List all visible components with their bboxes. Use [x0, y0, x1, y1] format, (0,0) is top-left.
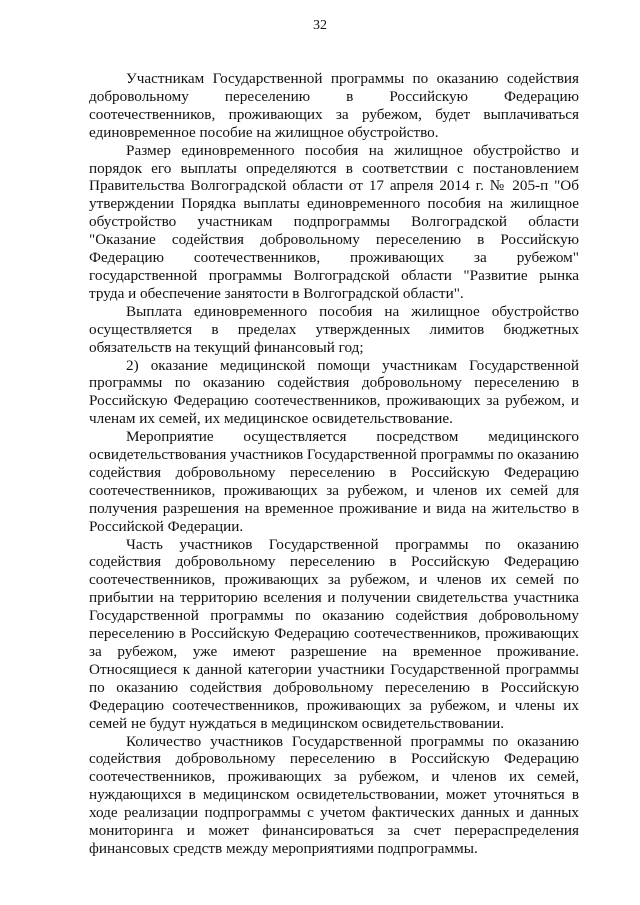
document-body: [89, 70, 579, 858]
paragraph-allowance-payment: Выплата единовременного пособия на жилищное обустройство осуществляется в пределах утвержденных лимитов бюджетных обязательств на текущий финансовый год;: [89, 302, 579, 356]
page-number: 32: [313, 18, 327, 33]
paragraph-medical-examination: Мероприятие осуществляется посредством медицинского освидетельствования участников Государственной программы по оказанию содействия добровольному переселению в Российскую Федерацию соотечественников, проживающих за рубежом, и членов их семей для получения разрешения на временное проживание и вида на жительство в Российской Федерации.: [89, 428, 580, 535]
paragraph-temporary-residence: Часть участников Государственной программы по оказанию содействия добровольному переселению в Российскую Федерацию соотечественников, проживающих за рубежом, и членов их семей по прибытии на территорию вселения и получении свидетельства участника Государственной программы по оказанию содействия добровольному переселению в Российскую Федерацию соотечественников, проживающих за рубежом, уже имеют разрешение на временное проживание. Относящиеся к данной категории участники Государственной программы по оказанию содействия добровольному переселению в Российскую Федерацию соотечественников, проживающих за рубежом, и члены их семей не будут нуждаться в медицинском освидетельствовании.: [89, 535, 579, 732]
paragraph-allowance-amount: Размер единовременного пособия на жилищное обустройство и порядок его выплаты определяются в соответствии с постановлением Правительства Волгоградской области от 17 апреля 2014 г. № 205-п "Об утверждении Порядка выплаты единовременного пособия на жилищное обустройство участникам подпрограммы Волгоградской области "Оказание содействия добровольному переселению в Российскую Федерацию соотечественников, проживающих за рубежом" государственной программы Волгоградской области "Развитие рынка труда и обеспечение занятости в Волгоградской области".: [89, 141, 579, 302]
paragraph-participant-count: Количество участников Государственной программы по оказанию содействия добровольному переселению в Российскую Федерацию соотечественников, проживающих за рубежом, и членов их семей, нуждающихся в медицинском освидетельствовании, может уточняться в ходе реализации подпрограммы с учетом фактических данных и данных мониторинга и может финансироваться за счет перераспределения финансовых средств между мероприятиями подпрограммы.: [89, 732, 579, 857]
paragraph-medical-assistance: 2) оказание медицинской помощи участникам Государственной программы по оказанию содействия добровольному переселению в Российскую Федерацию соотечественников, проживающих за рубежом, и членам их семей, их медицинское освидетельствование.: [89, 356, 579, 428]
paragraph-resettlement-allowance: Участникам Государственной программы по оказанию содействия добровольному переселению в Российскую Федерацию соотечественников, проживающих за рубежом, будет выплачиваться единовременное пособие на жилищное обустройство.: [89, 70, 579, 141]
